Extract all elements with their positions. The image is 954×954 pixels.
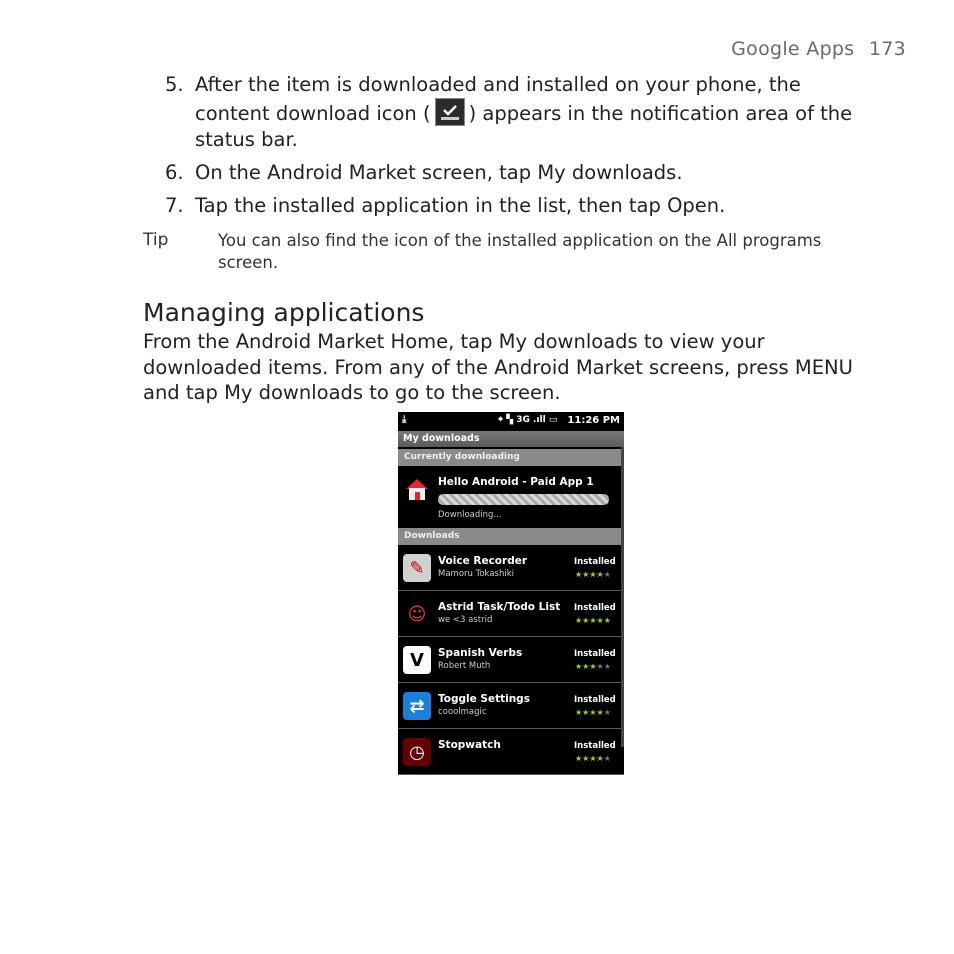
tip-label: Tip	[143, 230, 169, 250]
star-icon: ★	[589, 754, 597, 763]
stopwatch-icon: ◷	[403, 738, 431, 766]
star-icon: ★	[603, 616, 611, 625]
phone-screenshot	[398, 412, 624, 763]
star-icon: ★	[582, 662, 590, 671]
install-status: Installed	[574, 649, 616, 659]
star-icon: ★	[589, 708, 597, 717]
install-status: Installed	[574, 695, 616, 705]
downloading-status: Downloading...	[438, 510, 502, 520]
status-icons: ⌖ ▚ 3G .ıll ▭	[498, 415, 558, 425]
star-icon: ★	[582, 754, 590, 763]
section-paragraph: From the Android Market Home, tap My downloads to view your downloaded items. From any of the Android Market screens, press MENU and tap My downloads to go to the screen.	[143, 330, 853, 404]
star-icon: ★	[603, 754, 611, 763]
content-download-icon	[435, 98, 465, 126]
app-name: Stopwatch	[438, 739, 501, 751]
star-icon: ★	[575, 708, 583, 717]
rating-stars	[575, 662, 611, 671]
header-section: Google Apps	[731, 38, 855, 60]
house-icon	[403, 475, 431, 503]
star-icon: ★	[596, 754, 604, 763]
app-developer: we <3 astrid	[438, 615, 493, 625]
rating-stars	[575, 708, 611, 717]
download-notification-icon: ⤓	[402, 414, 407, 425]
v-letter-icon: V	[403, 646, 431, 674]
star-icon: ★	[596, 616, 604, 625]
install-status: Installed	[574, 603, 616, 613]
microphone-icon: ✎	[403, 554, 431, 582]
app-list-row[interactable]	[398, 637, 624, 683]
install-status: Installed	[574, 741, 616, 751]
app-list-row[interactable]	[398, 683, 624, 729]
step-item: 7. Tap the installed application in the list, then tap Open.	[165, 194, 726, 217]
star-icon: ★	[575, 754, 583, 763]
astrid-icon: ☺	[403, 600, 431, 628]
app-developer: Mamoru Tokashiki	[438, 569, 514, 579]
app-name: Voice Recorder	[438, 555, 528, 567]
current-downloads-header: Currently downloading	[398, 447, 624, 466]
star-icon: ★	[575, 662, 583, 671]
star-icon: ★	[603, 708, 611, 717]
download-progress-bar	[438, 494, 609, 505]
app-list	[398, 545, 624, 775]
tip-block	[143, 230, 823, 274]
app-list-row[interactable]	[398, 591, 624, 637]
status-bar	[398, 412, 624, 431]
rating-stars	[575, 754, 611, 763]
star-icon: ★	[582, 570, 590, 579]
app-list-row[interactable]	[398, 729, 624, 775]
rating-stars	[575, 570, 611, 579]
tip-text: You can also find the icon of the installed application on the All programs screen.	[218, 231, 822, 272]
star-icon: ★	[575, 616, 583, 625]
star-icon: ★	[603, 662, 611, 671]
step-text: Tap the installed application in the list, then tap	[195, 194, 668, 217]
downloading-item[interactable]	[398, 466, 624, 526]
step-emphasis: My downloads	[537, 161, 677, 184]
status-time: 11:26 PM	[567, 415, 620, 426]
app-name: Astrid Task/Todo List	[438, 601, 561, 613]
star-icon: ★	[596, 570, 604, 579]
downloads-header: Downloads	[398, 526, 624, 545]
star-icon: ★	[589, 662, 597, 671]
app-list-row[interactable]	[398, 545, 624, 591]
star-icon: ★	[589, 570, 597, 579]
step-text: ) appears in the notification area of the status bar.	[195, 102, 853, 151]
step-number: 5.	[165, 73, 184, 96]
step-text: After the item is downloaded and installed on your phone, the content download icon (	[195, 73, 801, 125]
section-title: Managing applications	[143, 298, 425, 327]
star-icon: ★	[596, 708, 604, 717]
paragraph-emphasis: My downloads	[224, 381, 364, 404]
star-icon: ★	[575, 570, 583, 579]
app-name: Toggle Settings	[438, 693, 530, 705]
step-item	[165, 72, 865, 153]
star-icon: ★	[596, 662, 604, 671]
star-icon: ★	[603, 570, 611, 579]
app-name: Spanish Verbs	[438, 647, 523, 659]
app-developer: cooolmagic	[438, 707, 487, 717]
step-number: 6.	[165, 161, 184, 184]
app-developer: Robert Muth	[438, 661, 491, 671]
star-icon: ★	[589, 616, 597, 625]
scrollbar[interactable]	[621, 447, 624, 747]
page-number: 173	[868, 38, 906, 60]
toggle-icon: ⇄	[403, 692, 431, 720]
rating-stars	[575, 616, 611, 625]
step-item: 6. On the Android Market screen, tap My downloads.	[165, 161, 683, 184]
step-emphasis: Open	[667, 194, 720, 217]
screen-title: My downloads	[398, 431, 624, 447]
install-status: Installed	[574, 557, 616, 567]
downloading-app-name: Hello Android - Paid App 1	[438, 476, 594, 488]
step-number: 7.	[165, 194, 184, 217]
step-text: On the Android Market screen, tap	[195, 161, 538, 184]
steps-list	[165, 72, 865, 226]
star-icon: ★	[582, 616, 590, 625]
star-icon: ★	[582, 708, 590, 717]
page-header	[723, 38, 906, 60]
